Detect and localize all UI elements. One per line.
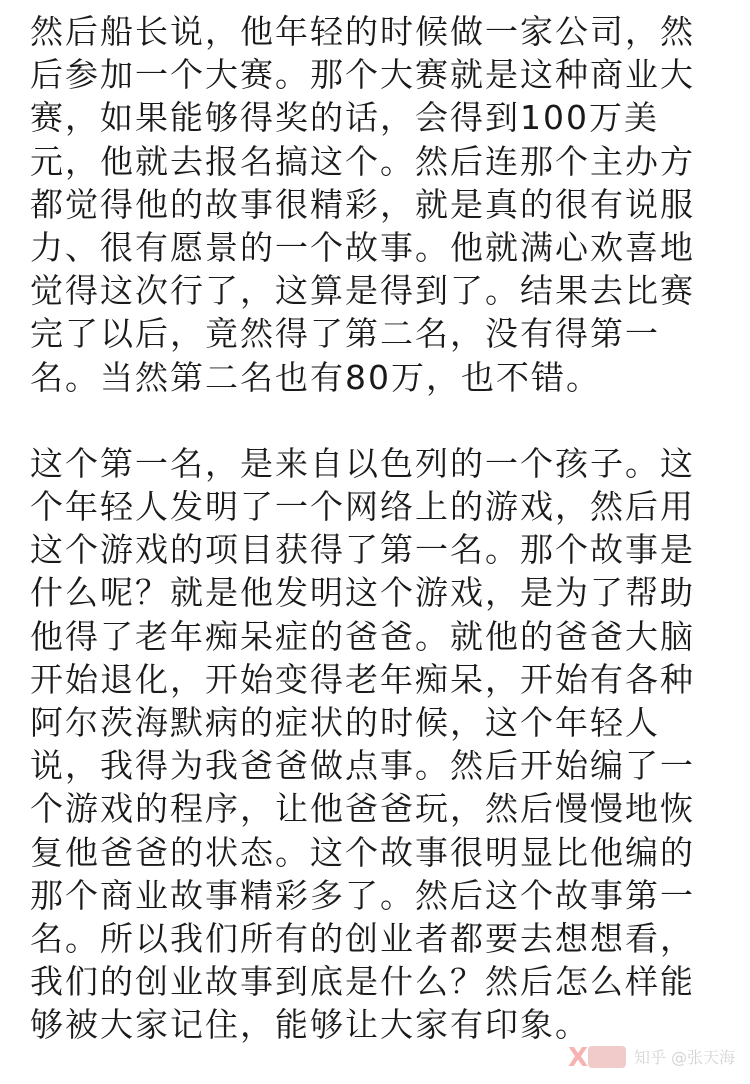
watermark-text: 知乎 @张天海 <box>634 1047 736 1067</box>
text-line: 个年轻人发明了一个网络上的游戏，然后用 <box>30 487 695 527</box>
text-line: 复他爸爸的状态。这个故事很明显比他编的 <box>30 832 695 872</box>
text-line: 什么呢？就是他发明这个游戏，是为了帮助 <box>30 573 695 613</box>
text-line: 个游戏的程序，让他爸爸玩，然后慢慢地恢 <box>30 789 695 829</box>
text-line: 名。当然第二名也有80万，也不错。 <box>30 357 601 397</box>
article-body <box>30 10 730 1047</box>
watermark <box>566 1036 746 1076</box>
text-line: 他得了老年痴呆症的爸爸。就他的爸爸大脑 <box>30 616 695 656</box>
text-line: 阿尔茨海默病的症状的时候，这个年轻人 <box>30 703 660 743</box>
text-line: 这个游戏的项目获得了第一名。那个故事是 <box>30 530 695 570</box>
text-line: 元，他就去报名搞这个。然后连那个主办方 <box>30 141 695 181</box>
text-line: 开始退化，开始变得老年痴呆，开始有各种 <box>30 659 695 699</box>
text-line: 这个第一名，是来自以色列的一个孩子。这 <box>30 443 695 483</box>
text-line: 那个商业故事精彩多了。然后这个故事第一 <box>30 875 695 915</box>
text-line: 力、很有愿景的一个故事。他就满心欢喜地 <box>30 228 695 268</box>
text-line: 说，我得为我爸爸做点事。然后开始编了一 <box>30 746 695 786</box>
watermark-logo-icon <box>566 1038 630 1074</box>
text-line: 名。所以我们所有的创业者都要去想想看， <box>30 919 695 959</box>
paragraph-1 <box>30 10 730 399</box>
text-line: 完了以后，竟然得了第二名，没有得第一 <box>30 314 660 354</box>
text-line: 觉得这次行了，这算是得到了。结果去比赛 <box>30 271 695 311</box>
text-line: 赛，如果能够得奖的话，会得到100万美 <box>30 98 659 138</box>
paragraph-2 <box>30 442 730 1047</box>
text-line: 够被大家记住，能够让大家有印象。 <box>30 1005 590 1045</box>
svg-text:X: X <box>568 1043 589 1073</box>
text-line: 后参加一个大赛。那个大赛就是这种商业大 <box>30 55 695 95</box>
text-line: 都觉得他的故事很精彩，就是真的很有说服 <box>30 184 695 224</box>
text-line: 然后船长说，他年轻的时候做一家公司，然 <box>30 12 695 51</box>
paragraph-gap <box>30 399 730 442</box>
text-line: 我们的创业故事到底是什么？然后怎么样能 <box>30 962 695 1002</box>
